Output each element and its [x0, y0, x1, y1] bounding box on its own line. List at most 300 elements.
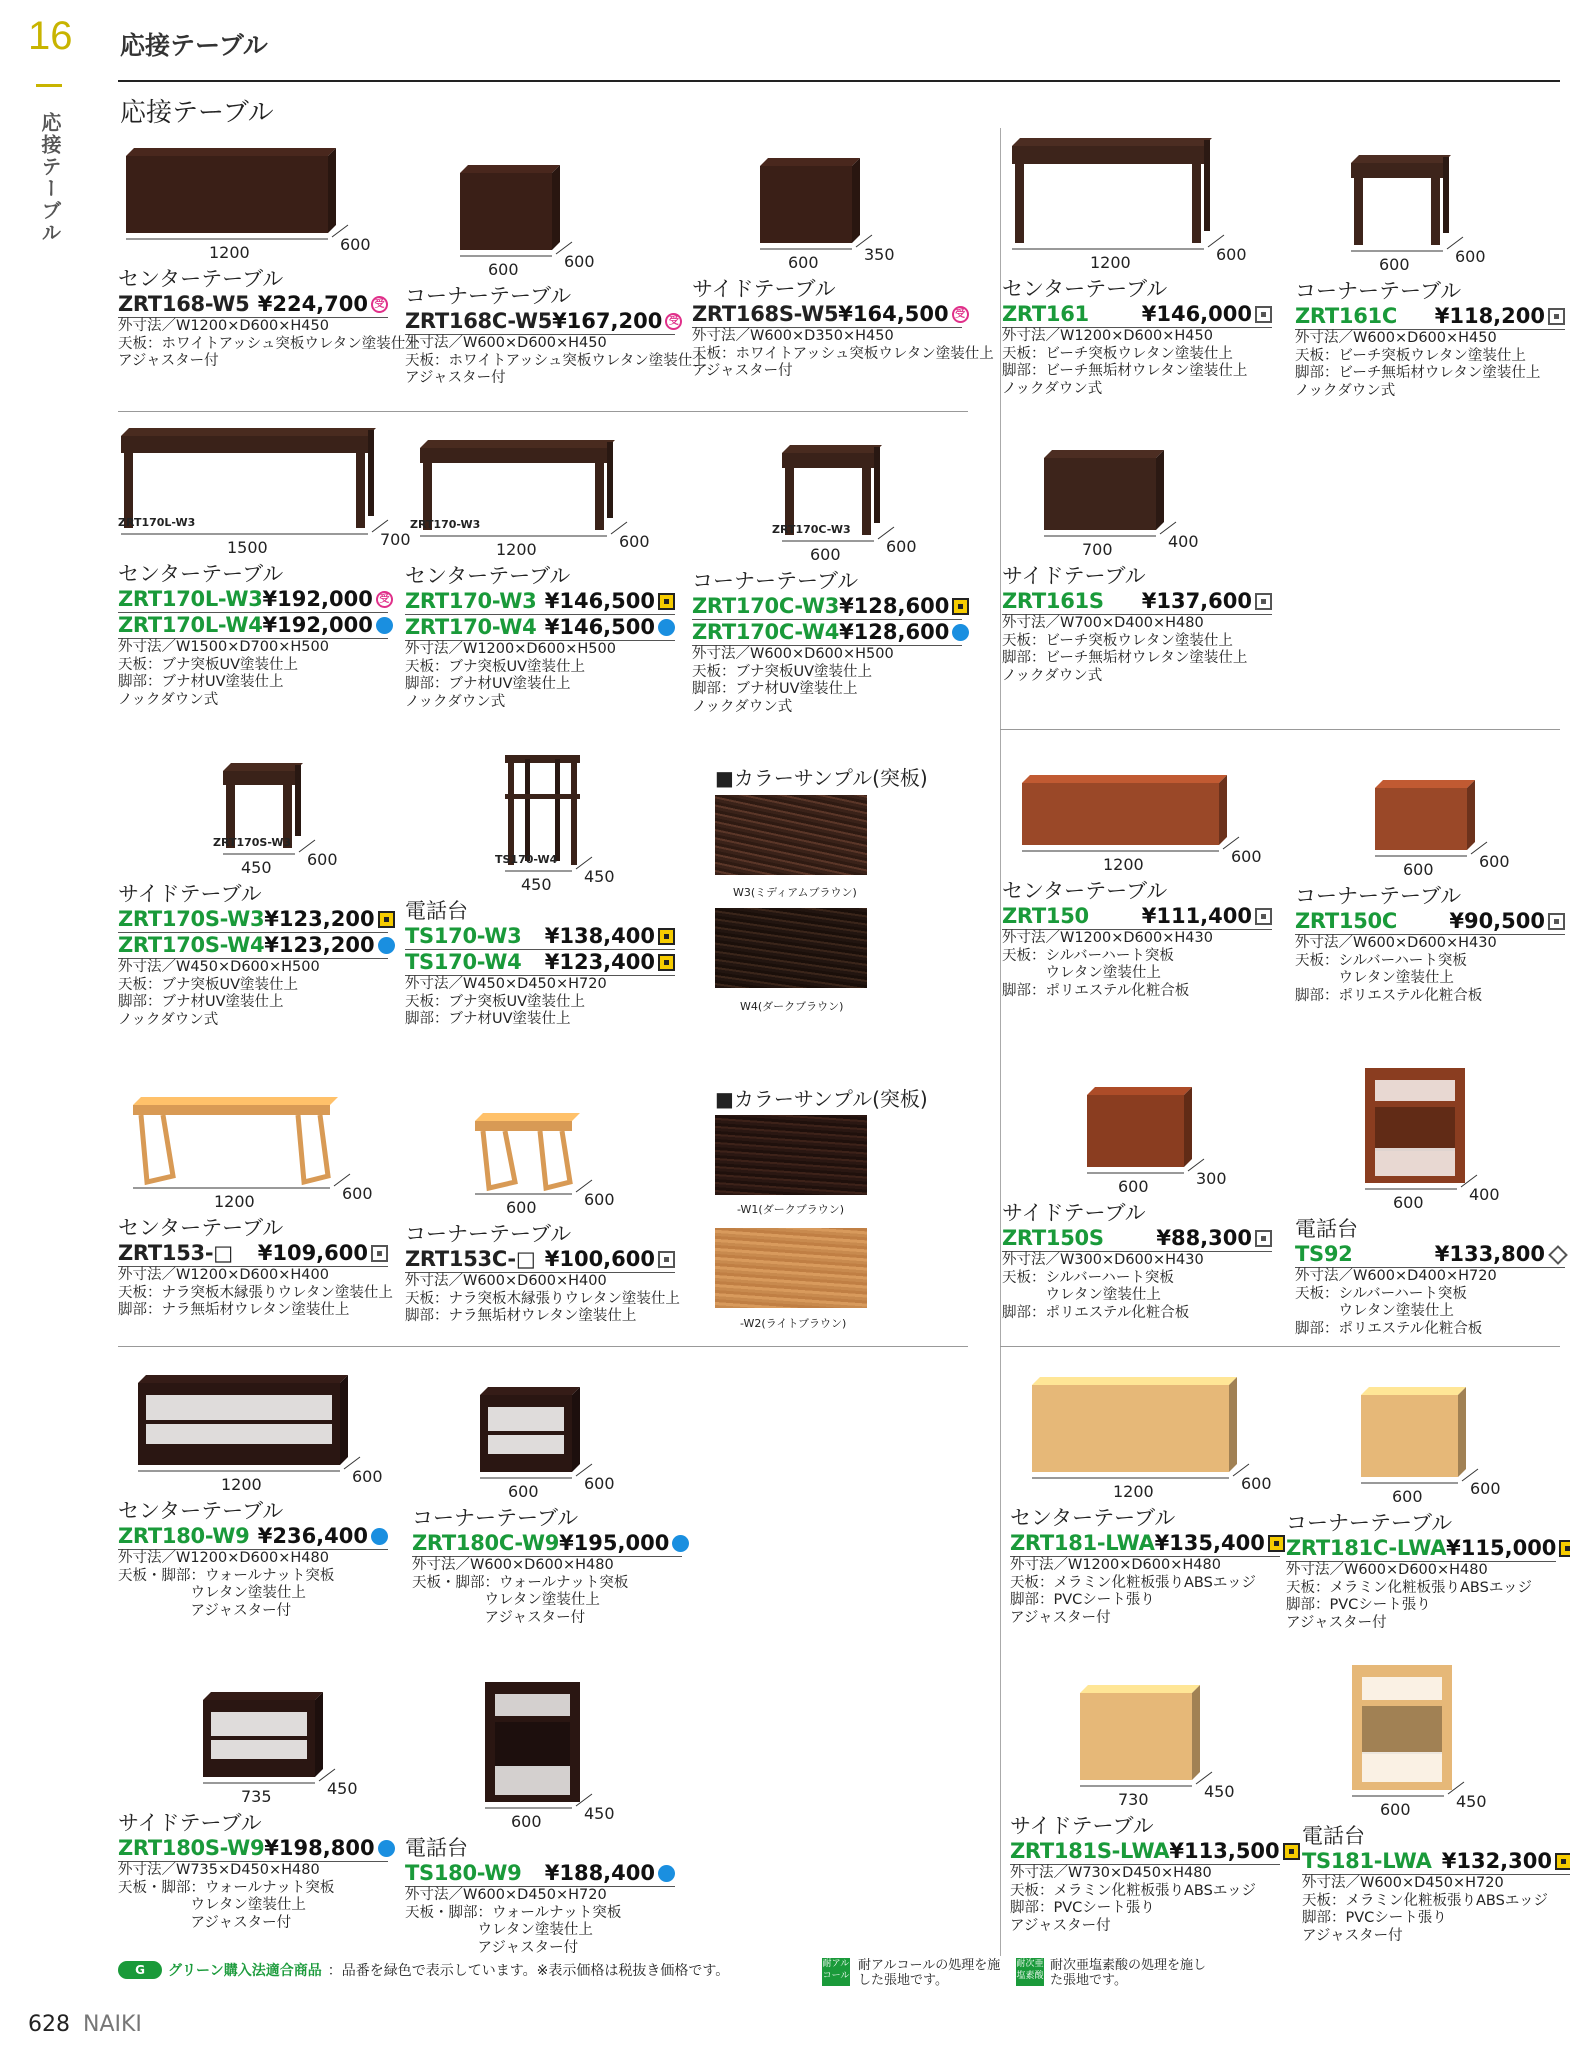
product-line — [1295, 909, 1565, 935]
product-p11 — [405, 745, 675, 1029]
green-logo-icon: G — [118, 1961, 162, 1979]
spec-line: ウレタン塗装仕上 — [1002, 965, 1161, 981]
dim-depth: 600 — [1455, 247, 1486, 266]
product-line — [1002, 302, 1272, 328]
spec-line: アジャスター付 — [118, 1602, 292, 1619]
product-line — [1002, 904, 1272, 930]
product-line — [692, 302, 966, 328]
green-label: グリーン購入法適合商品 — [168, 1963, 322, 1979]
hypo-note: 耐次亜塩素酸の処理を施した張地です。 — [1050, 1958, 1207, 1988]
swatch-label-w3: W3(ミディアムブラウン) — [733, 886, 857, 899]
product-photo — [118, 1085, 358, 1192]
spec-line: 外寸法／W600×D450×H720 — [1302, 1875, 1504, 1891]
swatch-title-2: ■カラーサンプル(突板) — [715, 1087, 928, 1111]
spec-line: 外寸法／W1200×D600×H450 — [1002, 328, 1213, 344]
dim-width: 1200 — [209, 243, 250, 262]
product-code: ZRT170S-W4 — [118, 933, 265, 957]
image-code-label: ZRT170C-W3 — [772, 523, 851, 536]
spec-line: 天板：メラミン化粧板張りABSエッジ — [1010, 1574, 1257, 1591]
product-price: ¥146,500 — [544, 589, 655, 613]
spec-line: 天板：シルバーハート突板 — [1295, 952, 1467, 969]
product-price: ¥111,400 — [1141, 904, 1252, 928]
dim-width: 600 — [1380, 1800, 1411, 1819]
product-name: 電話台 — [1295, 1217, 1358, 1241]
swatch-title: ■カラーサンプル(突板) — [715, 766, 928, 790]
product-photo — [1002, 1075, 1212, 1177]
spec-line: 脚部：ビーチ無垢材ウレタン塗装仕上 — [1002, 363, 1248, 379]
spec-line: 外寸法／W1200×D600×H430 — [1002, 930, 1213, 946]
blue-dot-icon — [378, 1840, 395, 1857]
spec-line: 外寸法／W600×D600×H400 — [405, 1273, 607, 1289]
product-code: ZRT150S — [1002, 1226, 1104, 1250]
swatch-label-w2: -W2(ライトブラウン) — [740, 1317, 847, 1330]
product-p15 — [405, 1085, 680, 1326]
product-price: ¥138,400 — [544, 924, 655, 948]
dim-width: 1200 — [1113, 1482, 1154, 1501]
product-p24 — [1010, 1670, 1280, 1935]
spec-line: アジャスター付 — [692, 363, 793, 379]
dim-depth: 300 — [1196, 1169, 1227, 1188]
product-line — [1295, 1242, 1565, 1268]
spec-line: アジャスター付 — [118, 353, 219, 369]
dim-depth: 600 — [340, 235, 371, 254]
spec-line: ノックダウン式 — [405, 693, 506, 710]
swatch-w1 — [715, 1115, 867, 1195]
spec-line: 天板：シルバーハート突板 — [1002, 947, 1174, 964]
product-name: サイドテーブル — [692, 277, 836, 301]
product-line — [118, 1836, 388, 1862]
product-p8 — [692, 425, 962, 716]
product-code: ZRT181-LWA — [1010, 1531, 1155, 1555]
product-code: ZRT170L-W4 — [118, 613, 263, 637]
product-price: ¥128,600 — [839, 620, 950, 644]
product-price: ¥198,800 — [264, 1836, 375, 1860]
product-code: ZRT181C-LWA — [1286, 1536, 1447, 1560]
column-divider — [1000, 128, 1001, 1956]
spec-line: 天板：メラミン化粧板張りABSエッジ — [1302, 1892, 1549, 1909]
dim-depth: 600 — [1231, 847, 1262, 866]
spec-line: ノックダウン式 — [118, 691, 219, 708]
blue-dot-icon — [658, 619, 675, 636]
dim-width: 600 — [788, 253, 819, 272]
dim-depth: 600 — [584, 1190, 615, 1209]
green-text: ：品番を緑色で表示しています。※表示価格は税抜き価格です。 — [327, 1963, 730, 1979]
product-code: TS180-W9 — [405, 1861, 522, 1885]
yellow-square-icon — [952, 598, 969, 615]
row-divider — [1000, 1346, 1560, 1347]
spec-line: 脚部：PVCシート張り — [1010, 1592, 1155, 1608]
spec-line: 天板：ナラ突板木縁張りウレタン塗装仕上 — [118, 1284, 393, 1301]
product-line — [1010, 1531, 1280, 1557]
dim-depth: 400 — [1469, 1185, 1500, 1204]
yellow-square-icon — [1283, 1843, 1300, 1860]
product-price: ¥128,600 — [839, 594, 950, 618]
square-mark-icon — [1255, 306, 1272, 323]
spec-line: アジャスター付 — [1010, 1609, 1111, 1626]
yellow-square-icon — [658, 928, 675, 945]
dim-width: 1500 — [227, 538, 268, 557]
spec-line: ウレタン塗装仕上 — [412, 1592, 600, 1608]
spec-line: アジャスター付 — [1286, 1614, 1387, 1631]
spec-line: 外寸法／W600×D600×H480 — [412, 1557, 614, 1573]
dim-depth: 600 — [886, 537, 917, 556]
chapter-tab: 応接テーブル — [38, 112, 62, 244]
spec-line: 脚部：PVCシート張り — [1010, 1900, 1155, 1916]
spec-line: 天板・脚部：ウォールナット突板 — [412, 1574, 629, 1591]
product-price: ¥146,000 — [1141, 302, 1252, 326]
product-line — [1295, 304, 1565, 330]
spec-line: 外寸法／W600×D600×H480 — [1286, 1562, 1488, 1578]
product-name: コーナーテーブル — [1286, 1511, 1453, 1535]
spec-line: 脚部：ナラ無垢材ウレタン塗装仕上 — [118, 1302, 350, 1318]
product-price: ¥123,200 — [264, 933, 375, 957]
product-p7 — [405, 425, 675, 711]
dim-depth: 400 — [1168, 532, 1199, 551]
product-line — [118, 587, 388, 613]
spec-line: アジャスター付 — [1010, 1917, 1111, 1934]
product-code: ZRT170L-W3 — [118, 587, 263, 611]
product-code: ZRT153-□ — [118, 1241, 233, 1265]
row-divider — [1000, 729, 1560, 730]
product-photo — [1302, 1655, 1472, 1800]
dim-depth: 600 — [1479, 852, 1510, 871]
spec-line: ウレタン塗装仕上 — [118, 1897, 306, 1913]
product-line — [1302, 1849, 1570, 1875]
swatch-label-w1: -W1(ダークブラウン) — [737, 1203, 844, 1216]
product-name: サイドテーブル — [118, 882, 262, 906]
dim-width: 600 — [810, 545, 841, 564]
dim-depth: 450 — [1456, 1792, 1487, 1811]
dim-width: 1200 — [1090, 253, 1131, 272]
spec-line: 脚部：PVCシート張り — [1302, 1910, 1447, 1926]
dim-width: 735 — [241, 1787, 272, 1806]
chapter-bar — [36, 84, 62, 87]
product-p19 — [412, 1365, 682, 1627]
swatch-w3 — [715, 795, 867, 875]
spec-line: 外寸法／W730×D450×H480 — [1010, 1865, 1212, 1881]
spec-line: 天板：ブナ突板UV塗装仕上 — [692, 663, 873, 680]
blue-dot-icon — [658, 1865, 675, 1882]
square-mark-icon — [1255, 908, 1272, 925]
product-price: ¥188,400 — [544, 1861, 655, 1885]
product-p22 — [118, 1670, 388, 1932]
product-p13 — [1295, 760, 1565, 1005]
product-p4 — [1002, 130, 1272, 398]
blue-dot-icon — [376, 617, 393, 634]
product-p12 — [1002, 760, 1272, 1000]
product-p9 — [1002, 435, 1272, 685]
spec-line: 天板・脚部：ウォールナット突板 — [118, 1567, 335, 1584]
product-line — [1010, 1839, 1280, 1865]
spec-line: 天板・脚部：ウォールナット突板 — [118, 1879, 335, 1896]
spec-line: 脚部：ビーチ無垢材ウレタン塗装仕上 — [1002, 650, 1248, 666]
square-mark-icon — [1255, 593, 1272, 610]
product-photo — [1286, 1365, 1486, 1487]
product-name: センターテーブル — [1002, 277, 1168, 301]
product-name: サイドテーブル — [118, 1811, 262, 1835]
product-name: センターテーブル — [1002, 879, 1168, 903]
product-price: ¥135,400 — [1154, 1531, 1265, 1555]
spec-line: 脚部：ポリエステル化粧合板 — [1295, 1320, 1483, 1337]
spec-line: 外寸法／W300×D600×H430 — [1002, 1252, 1204, 1268]
spec-line: 脚部：ブナ材UV塗装仕上 — [118, 994, 284, 1010]
product-code: ZRT168S-W5 — [692, 302, 839, 326]
product-line — [1002, 1226, 1272, 1252]
product-p10 — [118, 745, 388, 1029]
spec-line: 天板：ブナ突板UV塗装仕上 — [118, 656, 299, 673]
product-p20 — [1010, 1365, 1280, 1627]
product-code: ZRT170C-W3 — [692, 594, 840, 618]
spec-line: 天板：ビーチ突板ウレタン塗装仕上 — [1295, 347, 1526, 364]
blue-dot-icon — [378, 937, 395, 954]
square-mark-icon — [371, 1245, 388, 1262]
dim-depth: 350 — [864, 245, 895, 264]
product-code: ZRT150 — [1002, 904, 1089, 928]
product-p6 — [118, 425, 411, 709]
spec-line: 脚部：ポリエステル化粧合板 — [1002, 1304, 1190, 1321]
product-price: ¥123,400 — [544, 950, 655, 974]
product-photo — [412, 1365, 600, 1482]
spec-line: アジャスター付 — [412, 1609, 586, 1626]
product-code: ZRT170S-W3 — [118, 907, 265, 931]
spec-line: 天板：メラミン化粧板張りABSエッジ — [1286, 1579, 1533, 1596]
spec-line: 脚部：ビーチ無垢材ウレタン塗装仕上 — [1295, 365, 1541, 381]
product-name: コーナーテーブル — [405, 284, 572, 308]
product-line — [1286, 1536, 1556, 1562]
product-price: ¥100,600 — [544, 1247, 655, 1271]
product-code: ZRT153C-□ — [405, 1247, 536, 1271]
product-price: ¥224,700 — [257, 292, 368, 316]
dim-width: 700 — [1082, 540, 1113, 559]
spec-line: ウレタン塗装仕上 — [1295, 970, 1454, 986]
product-photo — [1002, 130, 1232, 253]
product-code: TS170-W4 — [405, 950, 522, 974]
spec-line: 外寸法／W700×D400×H480 — [1002, 615, 1204, 631]
yellow-square-icon — [1268, 1535, 1285, 1552]
product-price: ¥164,500 — [838, 302, 949, 326]
spec-line: 天板：ブナ突板UV塗装仕上 — [405, 993, 586, 1010]
order-mark-icon: 受 — [371, 296, 388, 313]
product-p25 — [1302, 1655, 1570, 1945]
image-code-label: ZRT170S-W3 — [213, 836, 292, 849]
product-line — [692, 620, 962, 646]
page-number: 628 NAIKI — [28, 2012, 142, 2037]
spec-line: 外寸法／W450×D600×H500 — [118, 959, 320, 975]
product-code: ZRT168C-W5 — [405, 309, 553, 333]
product-line — [118, 292, 388, 318]
square-mark-icon — [1548, 913, 1565, 930]
order-mark-icon: 受 — [665, 313, 682, 330]
product-price: ¥195,000 — [559, 1531, 670, 1555]
spec-line: ウレタン塗装仕上 — [1002, 1287, 1161, 1303]
swatch-w2 — [715, 1228, 867, 1308]
square-mark-icon — [1255, 1230, 1272, 1247]
product-photo — [1010, 1670, 1220, 1790]
product-price: ¥146,500 — [544, 615, 655, 639]
spec-line: 脚部：ブナ材UV塗装仕上 — [118, 674, 284, 690]
spec-line: 外寸法／W600×D350×H450 — [692, 328, 894, 344]
order-mark-icon: 受 — [376, 591, 393, 608]
spec-line: 脚部：ナラ無垢材ウレタン塗装仕上 — [405, 1308, 637, 1324]
product-code: ZRT170-W3 — [405, 589, 537, 613]
dim-width: 450 — [241, 858, 272, 877]
spec-line: ノックダウン式 — [118, 1011, 219, 1028]
image-code-label: TS170-W4 — [495, 853, 558, 866]
dim-depth: 700 — [380, 530, 411, 549]
spec-line: 外寸法／W735×D450×H480 — [118, 1862, 320, 1878]
square-mark-icon — [658, 1251, 675, 1268]
product-p14 — [118, 1085, 393, 1320]
swatch-w4 — [715, 908, 867, 988]
product-p21 — [1286, 1365, 1556, 1632]
dim-depth: 600 — [619, 532, 650, 551]
product-line — [692, 594, 962, 620]
spec-line: ノックダウン式 — [1002, 380, 1103, 397]
spec-line: 外寸法／W1200×D600×H480 — [118, 1550, 329, 1566]
product-code: ZRT168-W5 — [118, 292, 250, 316]
product-line — [118, 1241, 388, 1267]
blue-dot-icon — [952, 624, 969, 641]
product-line — [412, 1531, 682, 1557]
alcohol-badge-icon: 耐アル コール — [822, 1958, 850, 1986]
product-name: 電話台 — [405, 899, 468, 923]
dim-depth: 450 — [327, 1779, 358, 1798]
spec-line: 天板：ブナ突板UV塗装仕上 — [118, 976, 299, 993]
product-name: センターテーブル — [118, 562, 284, 586]
section-title: 応接テーブル — [120, 98, 274, 128]
product-price: ¥118,200 — [1434, 304, 1545, 328]
hypo-badge-icon: 耐次亜 塩素酸 — [1016, 1958, 1044, 1986]
product-photo — [405, 140, 580, 260]
product-price: ¥133,800 — [1434, 1242, 1545, 1266]
spec-line: 外寸法／W1500×D700×H500 — [118, 639, 329, 655]
product-price: ¥192,000 — [262, 613, 373, 637]
blue-dot-icon — [672, 1535, 689, 1552]
dim-width: 600 — [1379, 255, 1410, 274]
spec-line: 脚部：ポリエステル化粧合板 — [1295, 987, 1483, 1004]
dim-depth: 600 — [1216, 245, 1247, 264]
dim-depth: 600 — [564, 252, 595, 271]
product-photo — [1295, 130, 1471, 255]
product-p1 — [118, 140, 420, 371]
product-code: ZRT181S-LWA — [1010, 1839, 1170, 1863]
spec-line: 外寸法／W450×D450×H720 — [405, 976, 607, 992]
yellow-square-icon — [658, 593, 675, 610]
spec-line: ノックダウン式 — [692, 698, 793, 715]
spec-line: 天板・脚部：ウォールナット突板 — [405, 1904, 622, 1921]
product-name: コーナーテーブル — [405, 1222, 572, 1246]
spec-line: 脚部：PVCシート張り — [1286, 1597, 1431, 1613]
product-name: コーナーテーブル — [412, 1506, 579, 1530]
product-code: ZRT161C — [1295, 304, 1397, 328]
product-line — [118, 907, 388, 933]
spec-line: 脚部：ブナ材UV塗装仕上 — [692, 681, 858, 697]
spec-line: 外寸法／W600×D600×H430 — [1295, 935, 1497, 951]
product-price: ¥123,200 — [264, 907, 375, 931]
product-line — [405, 1861, 675, 1887]
product-price: ¥109,600 — [257, 1241, 368, 1265]
product-code: ZRT180-W9 — [118, 1524, 250, 1548]
product-line — [405, 589, 675, 615]
product-name: センターテーブル — [118, 267, 284, 291]
product-line — [405, 1247, 675, 1273]
order-mark-icon: 受 — [952, 306, 969, 323]
product-line — [118, 933, 388, 959]
product-price: ¥167,200 — [552, 309, 663, 333]
product-line — [405, 309, 679, 335]
product-photo — [118, 1365, 368, 1475]
spec-line: 脚部：ブナ材UV塗装仕上 — [405, 676, 571, 692]
product-price: ¥236,400 — [257, 1524, 368, 1548]
product-code: ZRT170C-W4 — [692, 620, 840, 644]
dim-depth: 450 — [584, 1804, 615, 1823]
product-code: TS92 — [1295, 1242, 1353, 1266]
spec-line: ウレタン塗装仕上 — [1295, 1303, 1454, 1319]
image-code-label: ZRT170-W3 — [410, 518, 481, 531]
product-code: TS181-LWA — [1302, 1849, 1432, 1873]
square-mark-icon — [1548, 308, 1565, 325]
spec-line: 外寸法／W1200×D600×H480 — [1010, 1557, 1221, 1573]
spec-line: 脚部：ブナ材UV塗装仕上 — [405, 1011, 571, 1027]
spec-line: 天板：メラミン化粧板張りABSエッジ — [1010, 1882, 1257, 1899]
spec-line: 天板：ビーチ突板ウレタン塗装仕上 — [1002, 632, 1233, 649]
blue-dot-icon — [371, 1528, 388, 1545]
diamond-icon — [1548, 1245, 1568, 1265]
product-price: ¥90,500 — [1449, 909, 1545, 933]
dim-depth: 600 — [1470, 1479, 1501, 1498]
spec-line: 天板：ナラ突板木縁張りウレタン塗装仕上 — [405, 1290, 680, 1307]
dim-depth: 600 — [1241, 1474, 1272, 1493]
product-p3 — [692, 140, 994, 381]
dim-width: 1200 — [214, 1192, 255, 1211]
spec-line: ノックダウン式 — [1002, 667, 1103, 684]
dim-width: 730 — [1118, 1790, 1149, 1809]
product-p16 — [1002, 1075, 1272, 1322]
spec-line: 外寸法／W600×D400×H720 — [1295, 1268, 1497, 1284]
dim-depth: 450 — [584, 867, 615, 886]
image-code-label: ZRT170L-W3 — [118, 516, 196, 529]
product-code: TS170-W3 — [405, 924, 522, 948]
spec-line: アジャスター付 — [405, 1939, 579, 1956]
dim-depth: 600 — [352, 1467, 383, 1486]
dim-width: 1200 — [1103, 855, 1144, 874]
dim-depth: 450 — [1204, 1782, 1235, 1801]
product-code: ZRT170-W4 — [405, 615, 537, 639]
spec-line: ノックダウン式 — [1295, 382, 1396, 399]
spec-line: 天板：シルバーハート突板 — [1002, 1269, 1174, 1286]
spec-line: ウレタン塗装仕上 — [118, 1585, 306, 1601]
product-photo — [118, 1670, 343, 1787]
spec-line: 天板：ホワイトアッシュ突板ウレタン塗装仕上 — [405, 352, 707, 369]
dim-width: 1200 — [496, 540, 537, 559]
product-line — [405, 950, 675, 976]
spec-line: アジャスター付 — [405, 370, 506, 386]
yellow-square-icon — [1555, 1853, 1570, 1870]
product-p23 — [405, 1670, 675, 1957]
product-name: サイドテーブル — [1010, 1814, 1154, 1838]
footer-note — [118, 1960, 729, 1980]
spec-line: 天板：ホワイトアッシュ突板ウレタン塗装仕上 — [692, 345, 994, 362]
row-divider — [118, 411, 968, 412]
yellow-square-icon — [378, 911, 395, 928]
product-photo — [1295, 1060, 1485, 1193]
dim-width: 1200 — [221, 1475, 262, 1494]
product-price: ¥115,000 — [1446, 1536, 1557, 1560]
product-name: コーナーテーブル — [1295, 884, 1462, 908]
product-p5 — [1295, 130, 1565, 400]
product-photo — [1010, 1365, 1257, 1482]
dim-width: 600 — [1393, 1193, 1424, 1212]
